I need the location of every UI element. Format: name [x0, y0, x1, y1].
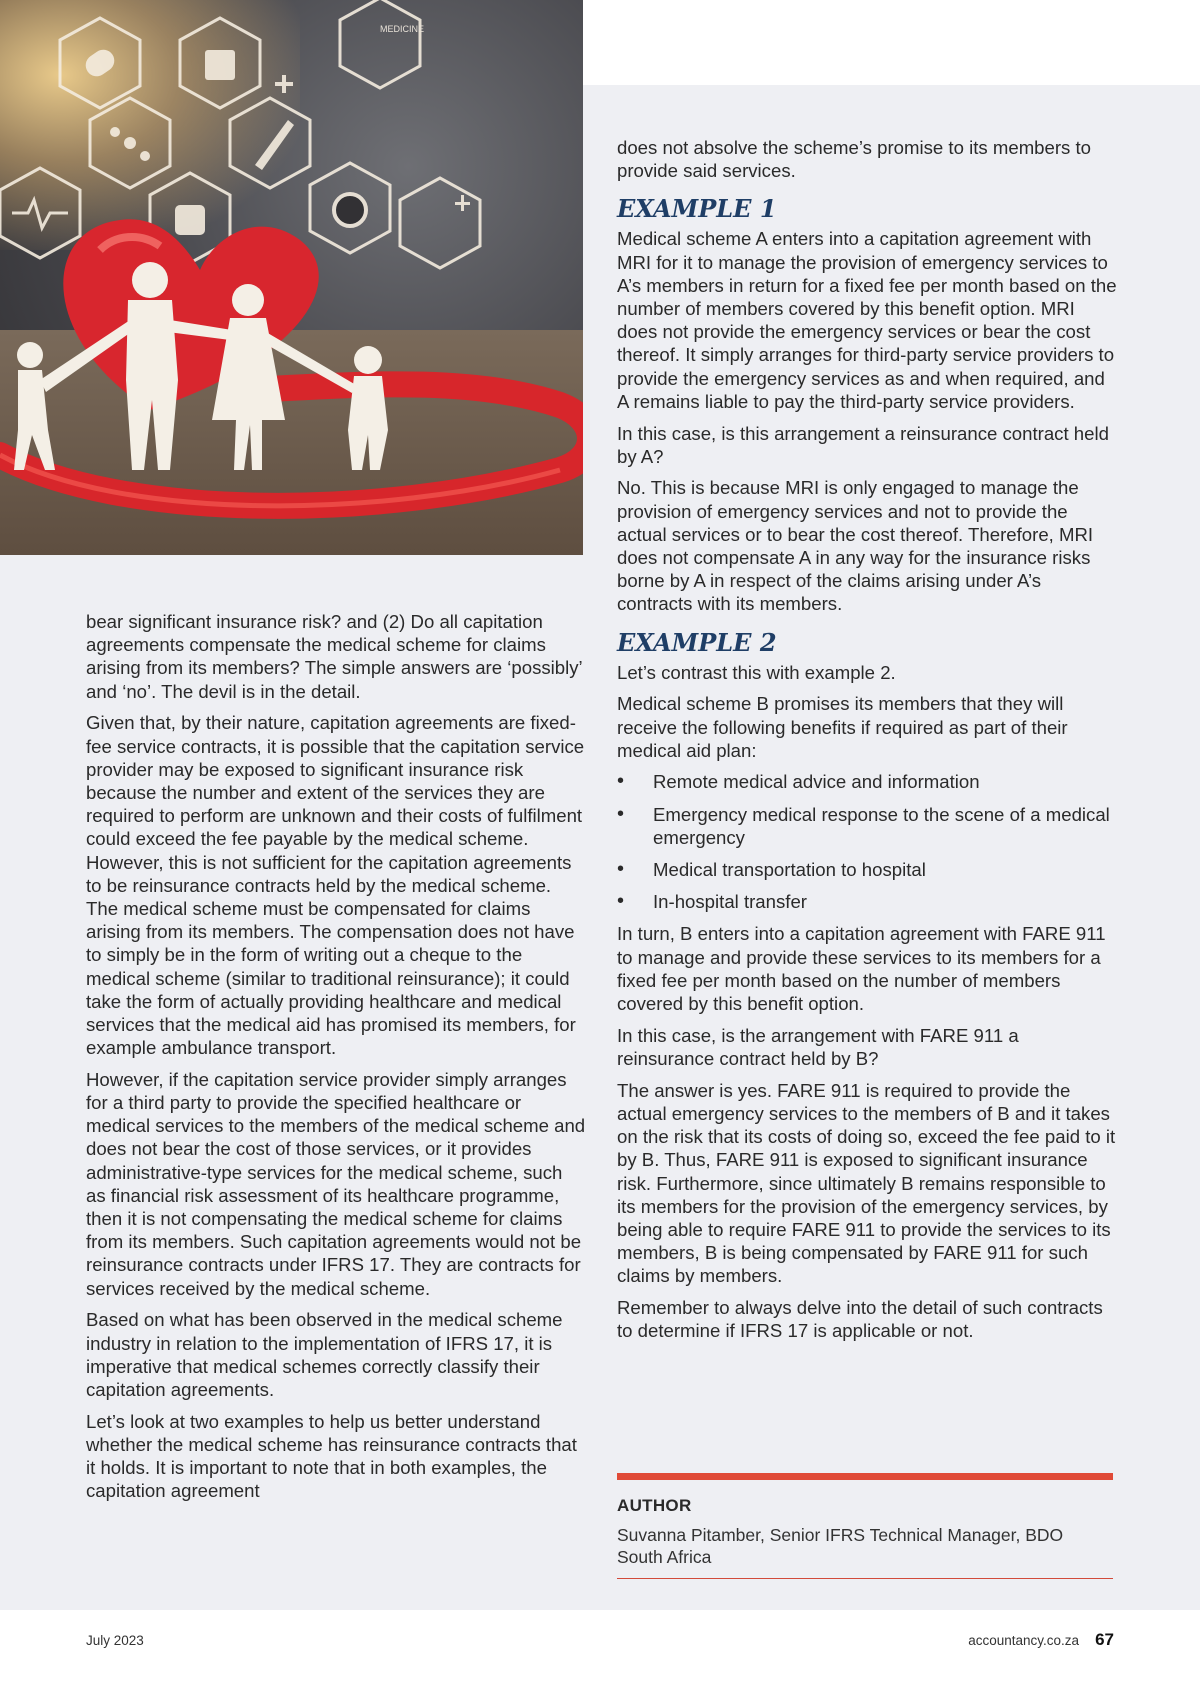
author-text: Suvanna Pitamber, Senior IFRS Technical Manager, BDO South Africa [617, 1525, 1064, 1567]
right-column [617, 136, 1117, 1351]
paragraph: Remember to always delve into the detail of such contracts to determine if IFRS 17 is applicable or not. [617, 1297, 1103, 1342]
syringe-icon [230, 98, 310, 188]
author-box [617, 1473, 1113, 1579]
footer-site: accountancy.co.za [968, 1633, 1080, 1648]
page-number: 67 [1095, 1630, 1114, 1649]
family-heart-illustration [0, 0, 583, 555]
list-item: • Medical transportation to hospital [617, 858, 1117, 881]
paragraph: Medical scheme B promises its members that they will receive the following benefits if required as part of their medical aid plan: [617, 693, 1068, 761]
paragraph: does not absolve the scheme’s promise to its members to provide said services. [617, 137, 1092, 182]
paragraph: Based on what has been observed in the medical scheme industry in relation to the implementation of IFRS 17, it is imperative that medical schemes correctly classify their capitation agreements. [86, 1309, 563, 1400]
author-title: AUTHOR [617, 1496, 692, 1515]
paragraph: The answer is yes. FARE 911 is required to provide the actual emergency services to the members of B and it takes on the risk that its costs of doing so, exceed the fee paid to it by B. Thus, FARE 911 is exposed to significant insurance risk. Furthermore, since ultimately B remains responsible to its members for the provision of the emergency services, by being able to require FARE 911 to provide the services to its members, B is being compensated by FARE 911 for such claims by members. [617, 1079, 1116, 1287]
author-accent-bar [617, 1473, 1113, 1480]
paragraph: In this case, is this arrangement a reinsurance contract held by A? [617, 422, 1109, 467]
footer-right [968, 1630, 1114, 1650]
paragraph: In turn, B enters into a capitation agreement with FARE 911 to manage and provide these services to its members for a fixed fee per month based on the number of members covered by this benefit option. [617, 923, 1106, 1015]
list-item: • Emergency medical response to the scene of a medical emergency [617, 803, 1117, 849]
paragraph: Given that, by their nature, capitation agreements are fixed-fee service contracts, it is possible that the capitation service provider may be exposed to significant insurance risk because the number and extent of the services they are required to perform are unknown and their costs of fulfilment could exceed the fee payable by the medical scheme. However, this is not sufficient for the capitation agreements to be reinsurance contracts held by the medical scheme. The medical scheme must be compensated for claims arising from its members. The compensation does not have to simply be in the form of writing out a cheque to the medical scheme (similar to traditional reinsurance); it could take the form of actually providing healthcare and medical services that the medical aid has promised its members, for example ambulance transport. [86, 712, 585, 1059]
article-photo [0, 0, 583, 555]
left-column [86, 610, 586, 1511]
paragraph: Medical scheme A enters into a capitation agreement with MRI for it to manage the provision of emergency services to A’s members in return for a fixed fee per month based on the number of members covered by this benefit option. MRI does not provide the emergency services or bear the cost thereof. It simply arranges for third-party service providers to provide the emergency services as and when required, and A remains liable to pay the third-party service providers. [617, 228, 1117, 412]
benefits-list [617, 770, 1117, 913]
footer-date: July 2023 [86, 1633, 144, 1648]
paragraph: bear significant insurance risk? and (2) Do all capitation agreements compensate the medical scheme for claims arising from its members? The simple answers are ‘possibly’ and ‘no’. The devil is in the detail. [86, 611, 583, 702]
example-2-heading: EXAMPLE 2 [617, 627, 777, 657]
paragraph: However, if the capitation service provider simply arranges for a third party to provide the specified healthcare or medical services to the members of the medical scheme and does not bear the cost of those services, or it provides administrative-type services for the medical scheme, such as financial risk assessment of its healthcare programme, then it is not compensating the medical scheme for claims from its members. Such capitation agreements would not be reinsurance contracts under IFRS 17. They are contracts for services received by the medical scheme. [86, 1068, 586, 1299]
paragraph: Let’s look at two examples to help us better understand whether the medical scheme has reinsurance contracts that it holds. It is important to note that in both examples, the capitation agreement [86, 1410, 577, 1502]
paragraph: Let’s contrast this with example 2. [617, 661, 896, 683]
photo-overlay-text: MEDICINE [380, 24, 425, 34]
example-1-heading: EXAMPLE 1 [617, 194, 777, 224]
paragraph: In this case, is the arrangement with FARE 911 a reinsurance contract held by B? [617, 1024, 1019, 1069]
list-item: • Remote medical advice and information [617, 770, 1117, 793]
list-item: • In-hospital transfer [617, 890, 1117, 913]
paragraph: No. This is because MRI is only engaged to manage the provision of emergency services and not to provide the actual services or to bear the cost thereof. Therefore, MRI does not compensate A in any way for the insurance risks borne by A in respect of the claims arising under A’s contracts with its members. [617, 477, 1094, 615]
author-divider [617, 1578, 1113, 1579]
